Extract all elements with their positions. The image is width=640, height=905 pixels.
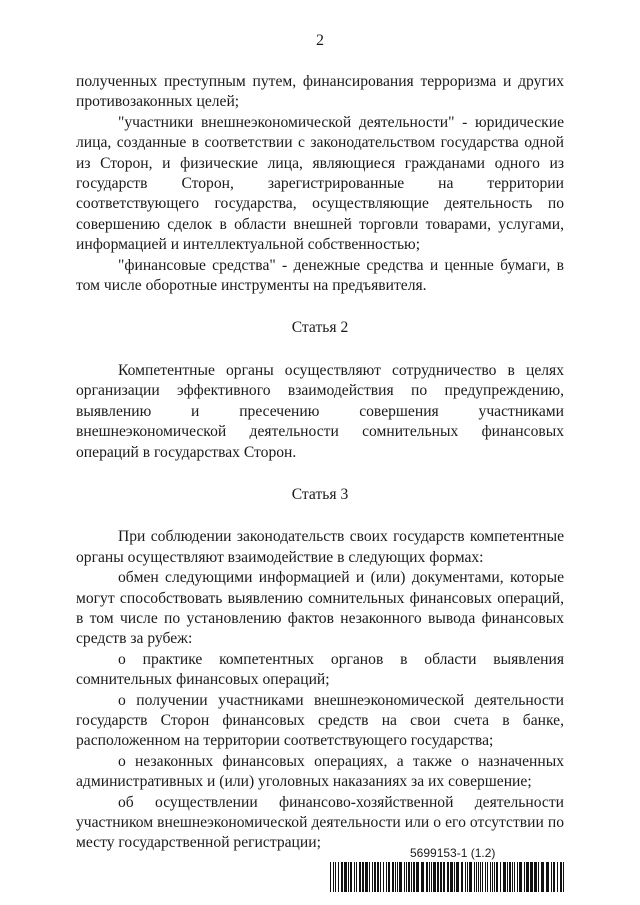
paragraph-continuation: полученных преступным путем, финансирования терроризма и других противозаконных целей; (76, 73, 564, 111)
barcode-icon (330, 862, 564, 892)
article-3-item: о получении участниками внешнеэкономической деятельности государств Сторон финансовых средств на свои счета в банке, расположенном на территории соответствующего государства; (76, 691, 564, 750)
article-2-heading: Статья 2 (291, 319, 349, 337)
article-2-text: Компетентные органы осуществляют сотрудничество в целях организации эффективного взаимодействия по предупреждению, выявлению и пресечению совершения участниками внешнеэкономической деятельности сомнительных финансовых операций в государствах Сторон. (76, 361, 564, 461)
page-number: 2 (316, 32, 324, 49)
document-body (76, 72, 564, 854)
article-3-item: о незаконных финансовых операциях, а также о назначенных административных и (или) уголовных наказаниях за их совершение; (76, 752, 564, 791)
definition-participants: "участники внешнеэкономической деятельности" - юридические лица, созданные в соответствии с законодательством государства одной из Сторон, и физические лица, являющиеся гражданами одного из государств Сторон, зарегистрированные на территории соответствующего государства, осуществляющие деятельность по совершению сделок в области внешней торговли товарами, услугами, информацией и интеллектуальной собственностью; (76, 113, 564, 254)
article-3-item: о практике компетентных органов в области выявления сомнительных финансовых операций; (76, 650, 564, 689)
article-3-exchange: обмен следующими информацией и (или) документами, которые могут способствовать выявлению сомнительных финансовых операций, в том числе по установлению фактов незаконного вывода финансовых средств за рубеж: (76, 569, 564, 648)
article-3-intro: При соблюдении законодательств своих государств компетентные органы осуществляют взаимодействие в следующих формах: (76, 528, 564, 566)
article-3-heading: Статья 3 (291, 485, 349, 503)
definition-funds: "финансовые средства" - денежные средства и ценные бумаги, в том числе оборотные инструменты на предъявителя. (76, 256, 564, 295)
article-3-item: об осуществлении финансово-хозяйственной деятельности участником внешнеэкономической деятельности или о его отсутствии по месту государственной регистрации; (76, 793, 564, 852)
document-code: 5699153-1 (1.2) (410, 846, 496, 860)
